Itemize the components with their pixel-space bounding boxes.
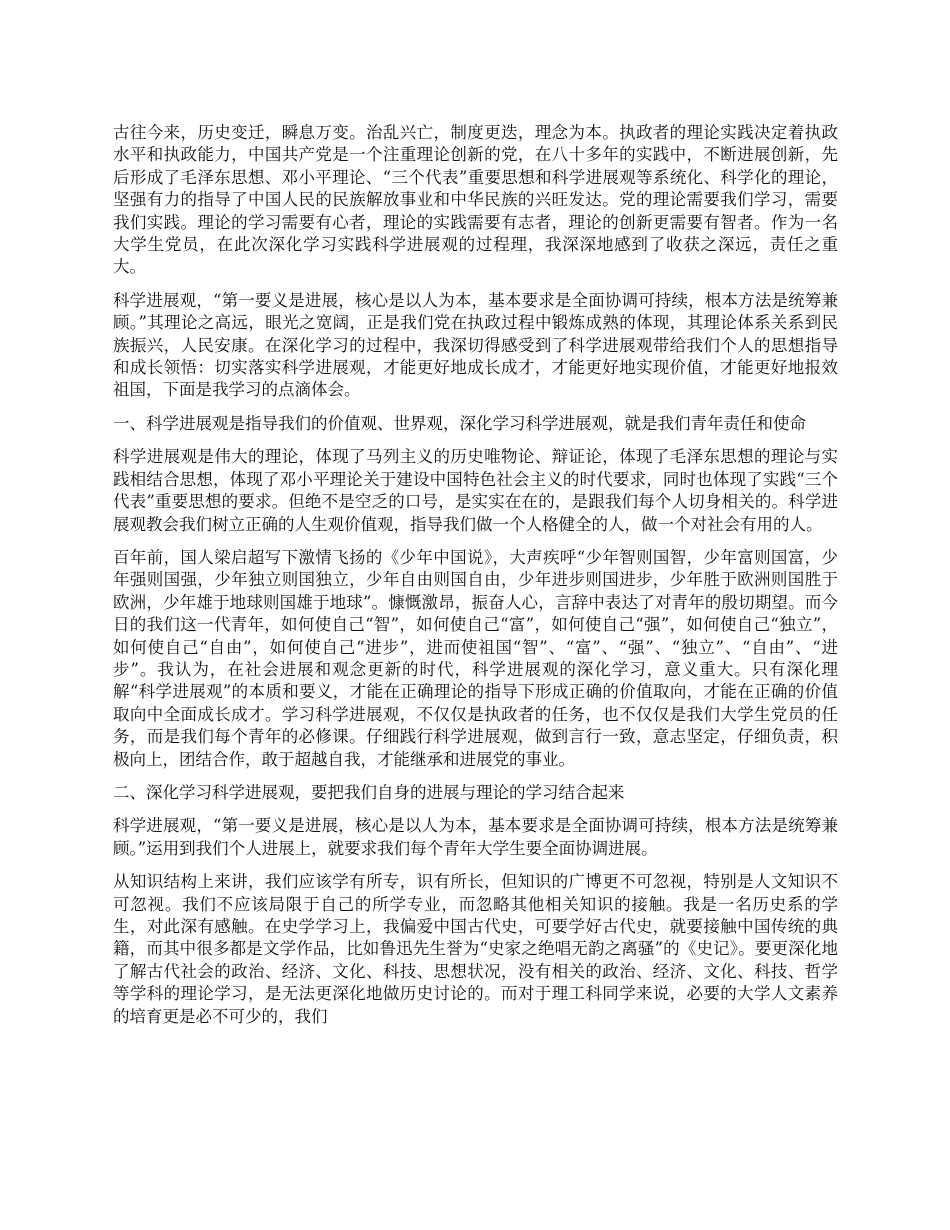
paragraph-intro: 古往今来，历史变迁，瞬息万变。治乱兴亡，制度更迭，理念为本。执政者的理论实践决定着执政水平和执政能力，中国共产党是一个注重理论创新的党，在八十多年的实践中，不断进展创新，先后形成了毛泽东思想、邓小平理论、“三个代表”重要思想和科学进展观等系统化、科学化的理论，坚强有力的指导了中国人民的民族解放事业和中华民族的兴旺发达。党的理论需要我们学习，需要我们实践。理论的学习需要有心者，理论的实践需要有志者，理论的创新更需要有智者。作为一名大学生党员，在此次深化学习实践科学进展观的过程理，我深深地感到了收获之深远，责任之重大。 [113, 123, 838, 277]
section-heading-1: 一、科学进展观是指导我们的价值观、世界观，深化学习科学进展观，就是我们青年责任和使命 [113, 413, 806, 433]
document-body [113, 122, 838, 1039]
paragraph-definition: 科学进展观，“第一要义是进展，核心是以人为本，基本要求是全面协调可持续，根本方法是统筹兼顾。”其理论之高远，眼光之宽阔，正是我们党在执政过程中锻炼成熟的体现，其理论体系关系到民族振兴，人民安康。在深化学习的过程中，我深切得感受到了科学进展观带给我们个人的思想指导和成长领悟：切实落实科学进展观，才能更好地成长成才，才能更好地实现价值，才能更好地报效祖国，下面是我学习的点滴体会。 [113, 290, 838, 400]
paragraph-youth: 百年前，国人梁启超写下激情飞扬的《少年中国说》，大声疾呼“少年智则国智，少年富则国富，少年强则国强，少年独立则国独立，少年自由则国自由，少年进步则国进步，少年胜于欧洲则国胜于欧洲，少年雄于地球则国雄于地球”。慷慨激昂，振奋人心，言辞中表达了对青年的殷切期望。而今日的我们这一代青年，如何使自己“智”，如何使自己“富”，如何使自己“强”，如何使自己“独立”，如何使自己“自由”，如何使自己“进步”，进而使祖国“智”、“富”、“强”、“独立”、“自由”、“进步”。我认为，在社会进展和观念更新的时代，科学进展观的深化学习，意义重大。只有深化理解“科学进展观”的本质和要义，才能在正确理论的指导下形成正确的价值取向，才能在正确的价值取向中全面成长成才。学习科学进展观，不仅仅是执政者的任务，也不仅仅是我们大学生党员的任务，而是我们每个青年的必修课。仔细践行科学进展观，做到言行一致，意志坚定，仔细负责，积极向上，团结合作，敢于超越自我，才能继承和进展党的事业。 [113, 547, 838, 769]
paragraph-application: 科学进展观，“第一要义是进展，核心是以人为本，基本要求是全面协调可持续，根本方法是统筹兼顾。”运用到我们个人进展上，就要求我们每个青年大学生要全面协调进展。 [113, 816, 838, 858]
paragraph-knowledge: 从知识结构上来讲，我们应该学有所专，识有所长，但知识的广博更不可忽视，特别是人文知识不可忽视。我们不应该局限于自己的所学专业，而忽略其他相关知识的接触。我是一名历史系的学生，对此深有感触。在史学学习上，我偏爱中国古代史，可要学好古代史，就要接触中国传统的典籍，而其中很多都是文学作品，比如鲁迅先生誉为“史家之绝唱无韵之离骚”的《史记》。要更深化地了解古代社会的政治、经济、文化、科技、思想状况，没有相关的政治、经济、文化、科技、哲学等学科的理论学习，是无法更深化地做历史讨论的。而对于理工科同学来说，必要的大学人文素养的培育更是必不可少的，我们 [113, 872, 838, 1026]
section-heading-2: 二、深化学习科学进展观，要把我们自身的进展与理论的学习结合起来 [113, 782, 625, 802]
paragraph-theory: 科学进展观是伟大的理论，体现了马列主义的历史唯物论、辩证论，体现了毛泽东思想的理论与实践相结合思想，体现了邓小平理论关于建设中国特色社会主义的时代要求，同时也体现了实践“三个代表”重要思想的要求。但绝不是空乏的口号，是实实在在的，是跟我们每个人切身相关的。科学进展观教会我们树立正确的人生观价值观，指导我们做一个人格健全的人，做一个对社会有用的人。 [113, 447, 838, 534]
